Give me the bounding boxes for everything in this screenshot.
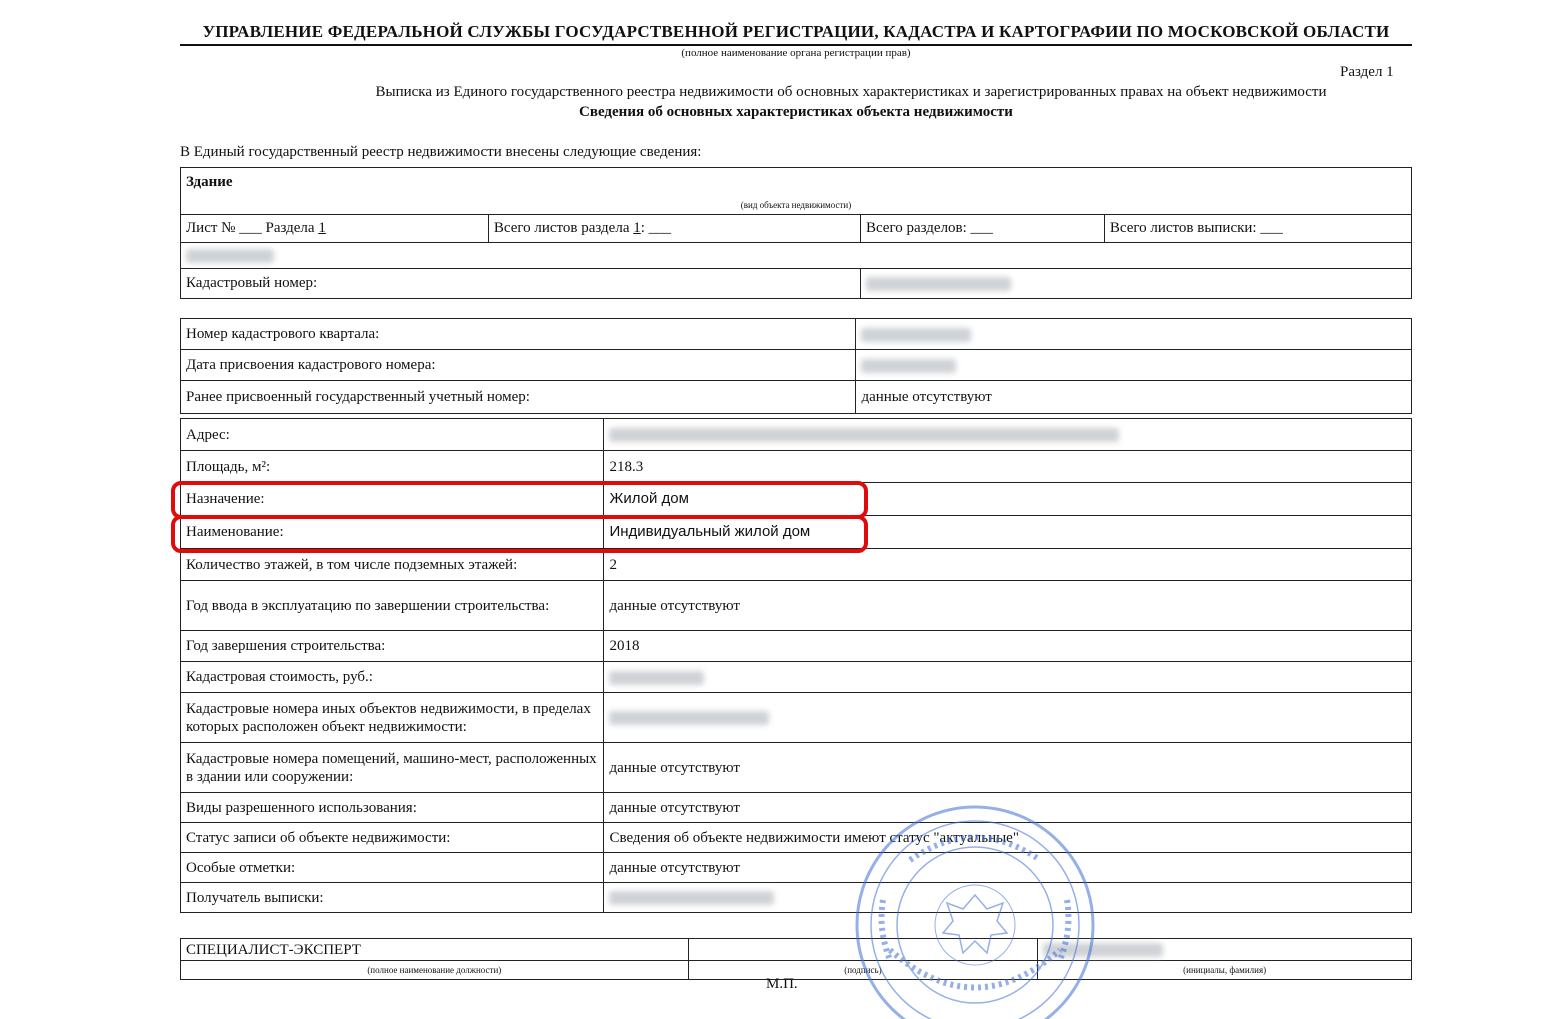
- name-caption: (инициалы, фамилия): [1038, 961, 1412, 980]
- special-marks-value: данные отсутствуют: [604, 853, 1412, 883]
- area-value: 218.3: [604, 451, 1412, 483]
- object-header-table: [180, 167, 1412, 299]
- total-extract-sheets: Всего листов выписки: ___: [1104, 214, 1411, 242]
- purpose-highlight-box: [171, 481, 868, 519]
- name-label: Наименование:: [181, 516, 604, 549]
- area-label: Площадь, м²:: [181, 451, 604, 483]
- section-sheets-suffix: : ___: [640, 220, 672, 236]
- parent-objects-value: [604, 693, 1412, 743]
- address-label: Адрес:: [181, 419, 604, 451]
- seal-place-label: М.П.: [766, 976, 798, 992]
- quarter-label: Номер кадастрового квартала:: [181, 319, 856, 350]
- premises-label: Кадастровые номера помещений, машино-мест, расположенных в здании или сооружении:: [181, 743, 604, 793]
- prev-number-value: данные отсутствуют: [856, 381, 1412, 414]
- special-marks-label: Особые отметки:: [181, 853, 604, 883]
- prev-number-label: Ранее присвоенный государственный учетный номер:: [181, 381, 856, 414]
- signature-caption: (подпись): [688, 961, 1038, 980]
- cadastral-info-table: [180, 318, 1412, 414]
- cadastral-cost-label: Кадастровая стоимость, руб.:: [181, 662, 604, 693]
- cadastral-cost-value: [604, 662, 1412, 693]
- authority-caption: (полное наименование органа регистрации прав): [681, 47, 911, 59]
- section-sheets-value: 1: [633, 220, 641, 236]
- build-year-value: 2018: [604, 631, 1412, 662]
- signature-table: [180, 938, 1412, 980]
- redacted-date-value: [861, 359, 956, 373]
- redacted-cadastral-number: [866, 277, 1011, 291]
- sheet-number-cell: [181, 214, 489, 242]
- quarter-value: [856, 319, 1412, 350]
- purpose-label: Назначение:: [181, 483, 604, 516]
- total-sections: Всего разделов: ___: [860, 214, 1104, 242]
- date-value: [856, 350, 1412, 381]
- address-value: [604, 419, 1412, 451]
- extract-subtitle: Сведения об основных характеристиках объекта недвижимости: [579, 104, 1013, 120]
- commission-year-label: Год ввода в эксплуатацию по завершении строительства:: [181, 581, 604, 631]
- object-type: Здание: [181, 168, 1412, 196]
- position-title: СПЕЦИАЛИСТ-ЭКСПЕРТ: [181, 939, 689, 961]
- record-status-label: Статус записи об объекте недвижимости:: [181, 823, 604, 853]
- extract-title: Выписка из Единого государственного реестра недвижимости об основных характеристиках и зарегистрированных правах на объект недвижимости: [375, 84, 1327, 100]
- date-label: Дата присвоения кадастрового номера:: [181, 350, 856, 381]
- redacted-date: [186, 249, 274, 263]
- redacted-recipient: [609, 891, 774, 905]
- authority-title: УПРАВЛЕНИЕ ФЕДЕРАЛЬНОЙ СЛУЖБЫ ГОСУДАРСТВЕННОЙ РЕГИСТРАЦИИ, КАДАСТРА И КАРТОГРАФИИ ПО МОСКОВСКОЙ ОБЛАСТИ: [202, 22, 1390, 41]
- official-stamp-icon: [850, 800, 1100, 1019]
- redacted-address: [609, 428, 1119, 442]
- section-sheets-label: Всего листов раздела: [493, 220, 630, 236]
- cadastral-number-label: Кадастровый номер:: [181, 268, 861, 298]
- floors-label: Количество этажей, в том числе подземных этажей:: [181, 549, 604, 581]
- permitted-use-value: данные отсутствуют: [604, 793, 1412, 823]
- build-year-label: Год завершения строительства:: [181, 631, 604, 662]
- name-value: Индивидуальный жилой дом: [604, 516, 1412, 549]
- name-highlight-box: [171, 515, 868, 553]
- object-type-caption: (вид объекта недвижимости): [181, 196, 1412, 215]
- parent-objects-label: Кадастровые номера иных объектов недвижимости, в пределах которых расположен объект недвижимости:: [181, 693, 604, 743]
- sheet-number-value: 1: [318, 220, 326, 236]
- record-status-value: Сведения об объекте недвижимости имеют статус "актуальные": [604, 823, 1412, 853]
- title-underline: [180, 44, 1412, 46]
- redacted-quarter: [861, 328, 971, 342]
- purpose-value: Жилой дом: [604, 483, 1412, 516]
- floors-value: 2: [604, 549, 1412, 581]
- permitted-use-label: Виды разрешенного использования:: [181, 793, 604, 823]
- sheet-number-label: Лист № ___ Раздела: [186, 220, 315, 236]
- redacted-cost: [609, 671, 704, 685]
- cadastral-number-value: [860, 268, 1411, 298]
- redacted-parent-objects: [609, 711, 769, 725]
- section-sheets-cell: [488, 214, 860, 242]
- premises-value: данные отсутствуют: [604, 743, 1412, 793]
- blurred-date-cell: [181, 242, 1412, 268]
- commission-year-value: данные отсутствуют: [604, 581, 1412, 631]
- recipient-label: Получатель выписки:: [181, 883, 604, 913]
- section-label: Раздел 1: [1340, 64, 1394, 80]
- intro-text: В Единый государственный реестр недвижимости внесены следующие сведения:: [180, 144, 702, 160]
- position-caption: (полное наименование должности): [181, 961, 689, 980]
